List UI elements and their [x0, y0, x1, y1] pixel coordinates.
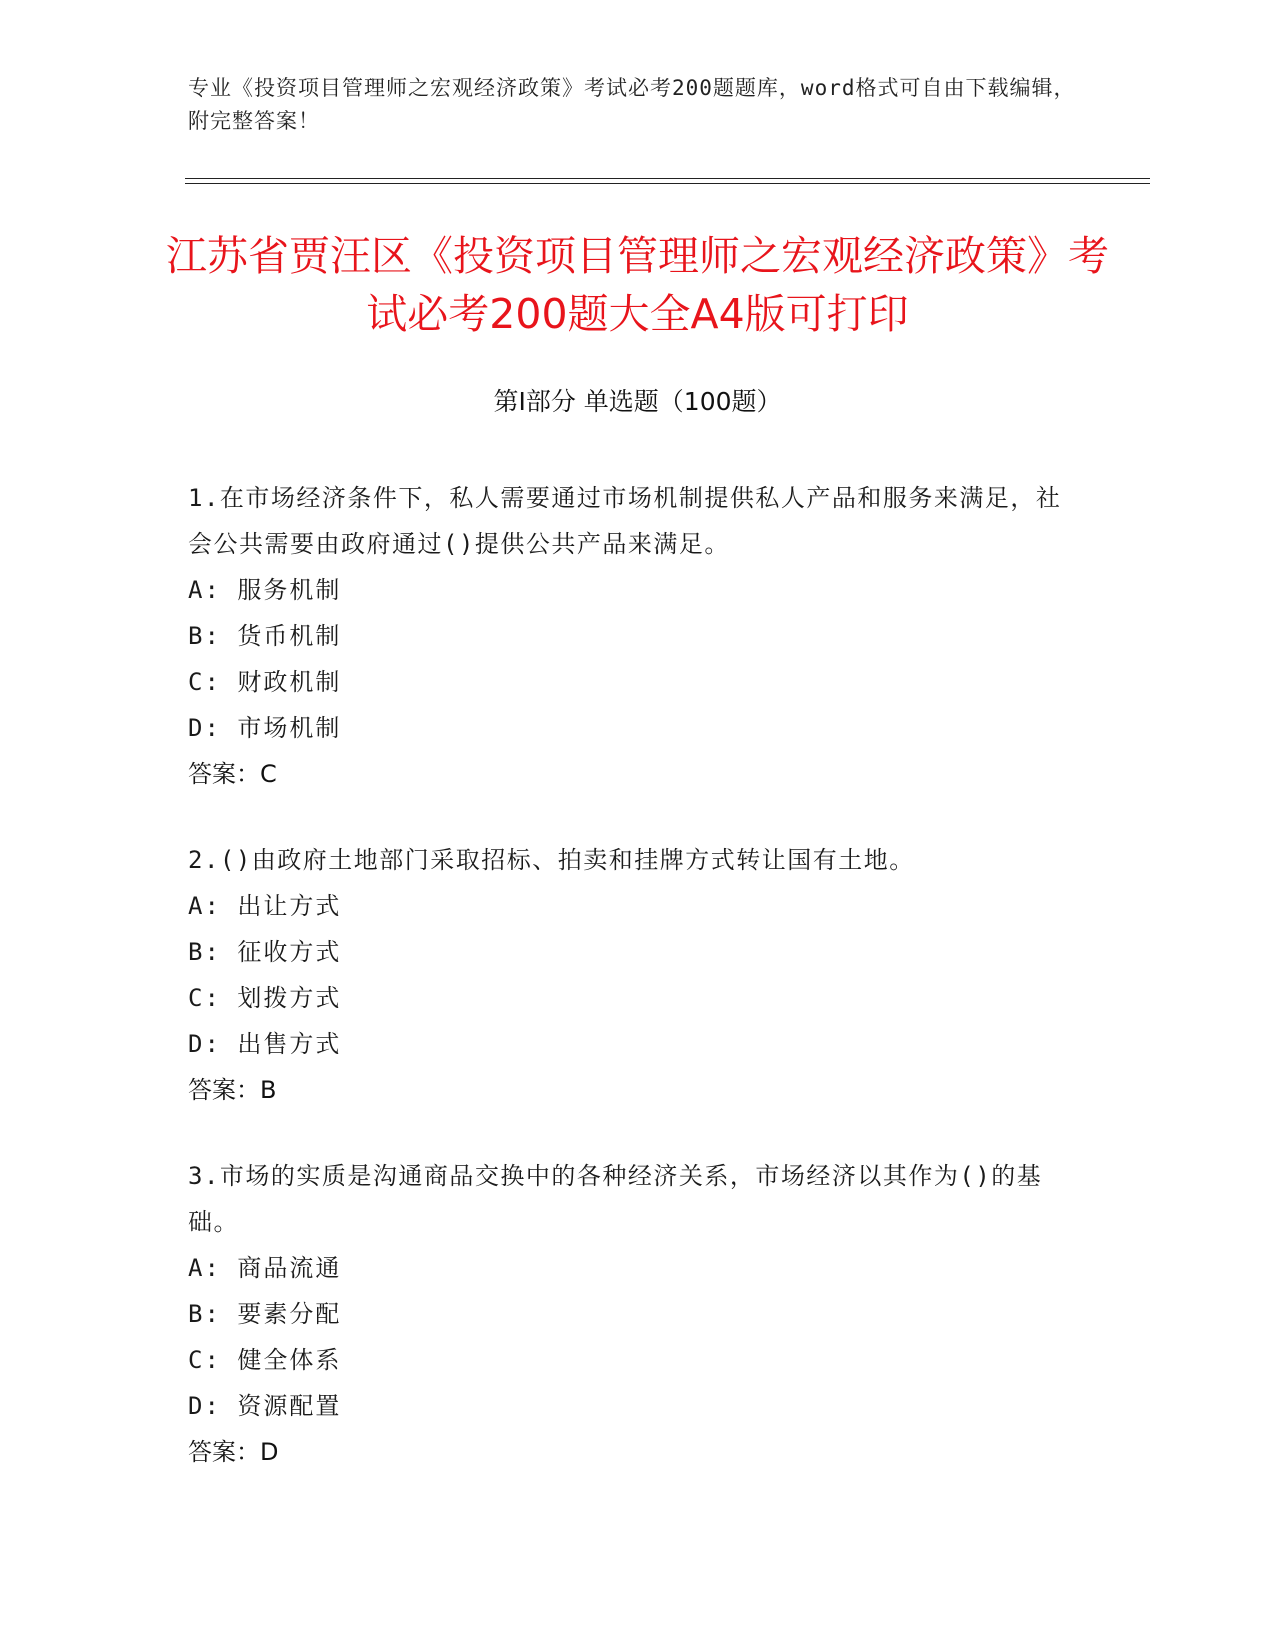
question-item: [188, 837, 1068, 1113]
option-a: A: 出让方式: [188, 892, 342, 920]
option-a: A: 服务机制: [188, 576, 342, 604]
question-item: [188, 475, 1068, 797]
option-c: C: 财政机制: [188, 668, 342, 696]
header-divider-top: [185, 178, 1150, 179]
answer-line: 答案：D: [188, 1438, 279, 1466]
section-title: 第Ⅰ部分 单选题（100题）: [493, 387, 782, 416]
option-b: B: 征收方式: [188, 938, 342, 966]
option-b: B: 货币机制: [188, 622, 342, 650]
option-b: B: 要素分配: [188, 1300, 342, 1328]
header-divider-bottom: [185, 183, 1150, 184]
answer-line: 答案：B: [188, 1076, 277, 1104]
header-note: 专业《投资项目管理师之宏观经济政策》考试必考200题题库，word格式可自由下载编辑，附完整答案！: [188, 76, 1076, 133]
question-list: [188, 475, 1068, 1515]
question-item: [188, 1153, 1068, 1475]
option-c: C: 健全体系: [188, 1346, 342, 1374]
option-d: D: 资源配置: [188, 1392, 342, 1420]
document-title: 江苏省贾汪区《投资项目管理师之宏观经济政策》考试必考200题大全A4版可打印: [166, 232, 1109, 338]
option-d: D: 市场机制: [188, 714, 342, 742]
answer-line: 答案：C: [188, 760, 277, 788]
question-text: 3.市场的实质是沟通商品交换中的各种经济关系，市场经济以其作为()的基础。: [188, 1162, 1043, 1236]
option-a: A: 商品流通: [188, 1254, 342, 1282]
question-text: 1.在市场经济条件下，私人需要通过市场机制提供私人产品和服务来满足，社会公共需要由政府通过()提供公共产品来满足。: [188, 484, 1062, 558]
question-text: 2.()由政府土地部门采取招标、拍卖和挂牌方式转让国有土地。: [188, 846, 915, 874]
option-d: D: 出售方式: [188, 1030, 342, 1058]
option-c: C: 划拨方式: [188, 984, 342, 1012]
